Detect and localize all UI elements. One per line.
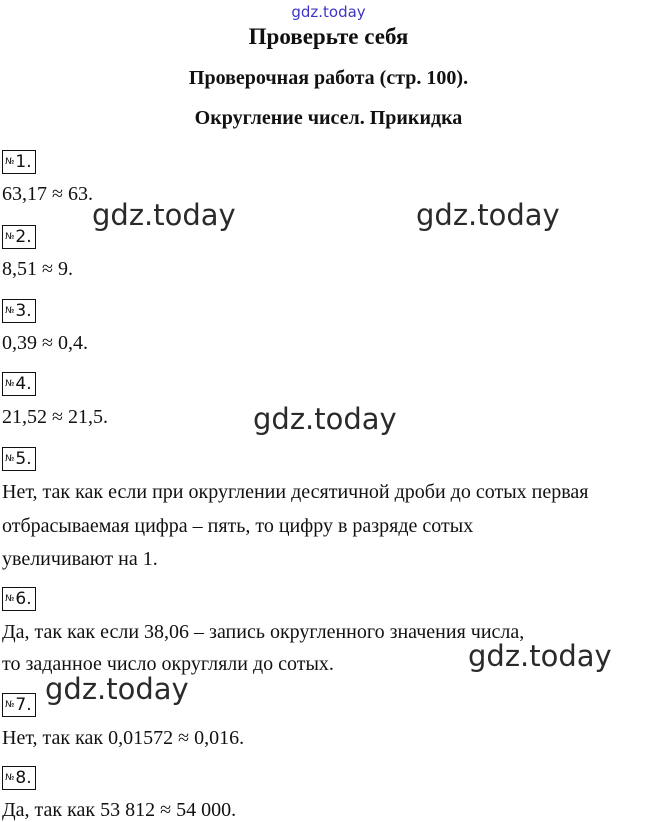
task-number-4: №4. — [2, 372, 36, 396]
watermark: gdz.today — [45, 672, 189, 706]
page-subtitle: Проверочная работа (стр. 100). — [188, 67, 469, 89]
task-answer-3: 0,39 ≈ 0,4. — [2, 332, 88, 354]
task-answer-8: Да, так как 53 812 ≈ 54 000. — [2, 799, 237, 821]
task-answer-5-line-3: увеличивают на 1. — [2, 548, 158, 570]
task-answer-5-line-2: отбрасываемая цифра – пять, то цифру в разряде сотых — [2, 515, 474, 537]
task-answer-7: Нет, так как 0,01572 ≈ 0,016. — [2, 727, 245, 749]
watermark: gdz.today — [253, 402, 397, 436]
task-number-2: №2. — [2, 225, 36, 249]
watermark: gdz.today — [468, 639, 612, 673]
task-number-5: №5. — [2, 447, 36, 471]
task-answer-2: 8,51 ≈ 9. — [2, 258, 73, 280]
page-title: Проверьте себя — [248, 24, 409, 49]
task-answer-6-line-1: Да, так как если 38,06 – запись округленного значения числа, — [2, 621, 525, 643]
task-number-6: №6. — [2, 587, 36, 611]
task-number-7: №7. — [2, 693, 36, 717]
task-answer-1: 63,17 ≈ 63. — [2, 183, 93, 205]
task-number-3: №3. — [2, 299, 36, 323]
task-answer-4: 21,52 ≈ 21,5. — [2, 406, 108, 428]
topic-title: Округление чисел. Прикидка — [194, 107, 463, 129]
task-answer-5-line-1: Нет, так как если при округлении десятичной дроби до сотых первая — [2, 481, 589, 503]
task-number-8: №8. — [2, 766, 36, 790]
watermark: gdz.today — [416, 198, 560, 232]
task-number-1: №1. — [2, 150, 36, 174]
site-logo: gdz.today — [291, 3, 366, 21]
watermark: gdz.today — [92, 198, 236, 232]
task-answer-6-line-2: то заданное число округляли до сотых. — [2, 653, 334, 675]
